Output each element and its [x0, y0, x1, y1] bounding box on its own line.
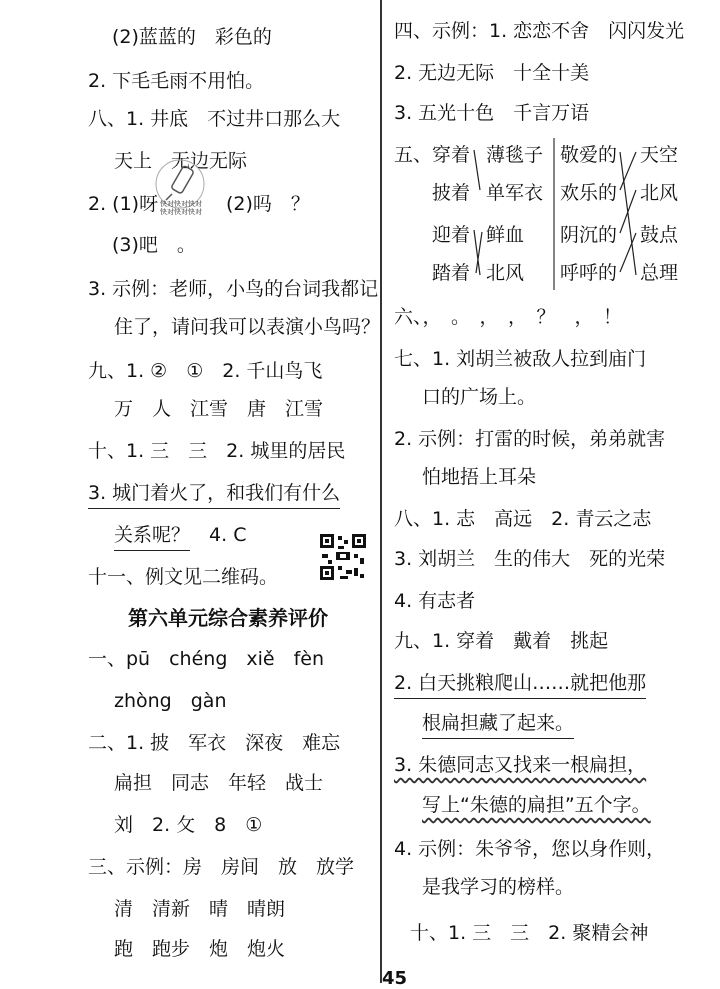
- match-item: 薄毯子: [486, 144, 544, 166]
- match-item: 北风: [486, 262, 525, 284]
- match-item: 踏着: [432, 262, 471, 284]
- answer-line: (2)蓝蓝的 彩色的: [112, 26, 272, 48]
- answer-line: 六、， 。 ， ， ？ ， ！: [394, 306, 623, 328]
- match-item: 穿着: [432, 144, 471, 166]
- answer-line: 3. 刘胡兰 生的伟大 死的光荣: [394, 548, 666, 570]
- match-item: 天空: [640, 144, 679, 166]
- match-item: 呼呼的: [560, 262, 618, 284]
- answer-line: 2. (1)呀: [88, 193, 159, 215]
- wavy-underlined-answer: 3. 朱德同志又找来一根扁担，: [394, 754, 647, 776]
- answer-line: [88, 484, 340, 503]
- answer-line: 2. 无边无际 十全十美: [394, 62, 590, 84]
- match-item: 披着: [432, 182, 471, 204]
- answer-line: 万 人 江雪 唐 江雪: [114, 398, 324, 420]
- underlined-answer: 3. 城门着火了，和我们有什么: [88, 482, 340, 509]
- answer-line: 八、1. 志 高远 2. 青云之志: [394, 508, 652, 530]
- match-item: 北风: [640, 182, 679, 204]
- match-item: 迎着: [432, 224, 471, 246]
- answer-line: 三、示例：房 房间 放 放学: [88, 856, 355, 878]
- answer-line: 关系呢？ 4. C: [114, 526, 246, 545]
- qr-code-icon: [318, 532, 368, 582]
- match-item: 单军衣: [486, 182, 544, 204]
- match-item: 敬爱的: [560, 144, 618, 166]
- answer-line: 是我学习的榜样。: [422, 876, 575, 898]
- answer-line: 一、pū chéng xiě fèn: [88, 648, 325, 670]
- answer-line: [394, 674, 646, 693]
- answer-line: 扁担 同志 年轻 战士: [114, 772, 324, 794]
- underlined-answer: 根扁担藏了起来。: [422, 712, 574, 739]
- answer-line: (2)吗 ？: [226, 193, 310, 215]
- answer-line: 十一、例文见二维码。: [88, 566, 279, 588]
- column-divider: [380, 0, 382, 983]
- answer-line: 跑 跑步 炮 炮火: [114, 938, 286, 960]
- answer-line: 十、1. 三 三 2. 城里的居民: [88, 440, 346, 462]
- answer-line: 九、1. 穿着 戴着 挑起: [394, 630, 609, 652]
- answer-line: 九、1. ② ① 2. 千山鸟飞: [88, 360, 323, 382]
- answer-line: 3. 示例：老师，小鸟的台词我都记: [88, 278, 379, 300]
- answer-line: 十、1. 三 三 2. 聚精会神: [410, 922, 649, 944]
- match-item: 阴沉的: [560, 224, 618, 246]
- answer-line: 八、1. 井底 不过井口那么大: [88, 108, 341, 130]
- section-heading: 第六单元综合素养评价: [128, 606, 328, 630]
- answer-line: 二、1. 披 军衣 深夜 难忘: [88, 732, 341, 754]
- page-number: 45: [382, 968, 408, 989]
- answer-line: [422, 714, 574, 733]
- answer-line: 4. 示例：朱爷爷，您以身作则，: [394, 838, 666, 860]
- underlined-answer: 2. 白天挑粮爬山……就把他那: [394, 672, 646, 699]
- answer-line: 清 清新 晴 晴朗: [114, 898, 286, 920]
- answer-line: 刘 2. 攵 8 ①: [114, 814, 263, 836]
- match-item: 总理: [640, 262, 679, 284]
- answer-line: 口的广场上。: [422, 386, 537, 408]
- underlined-answer: 关系呢？: [114, 524, 190, 551]
- answer-line: 2. 下毛毛雨不用怕。: [88, 70, 265, 92]
- answer-line: 七、1. 刘胡兰被敌人拉到庙门: [394, 348, 647, 370]
- answer-line: 四、示例：1. 恋恋不舍 闪闪发光: [394, 20, 685, 42]
- match-item: 鲜血: [486, 224, 525, 246]
- answer-line: 怕地捂上耳朵: [422, 466, 537, 488]
- answer-line: 住了，请问我可以表演小鸟吗？: [114, 316, 381, 338]
- match-item: 欢乐的: [560, 182, 618, 204]
- wavy-underlined-answer: 写上“朱德的扁担”五个字。: [422, 794, 651, 816]
- match-prefix: 五、: [394, 144, 433, 166]
- answer-line: [422, 796, 651, 815]
- answer-line: zhòng gàn: [114, 690, 227, 712]
- stamp-text: 快对快对快对 快对快对快对: [160, 200, 202, 217]
- answer-line: 3. 五光十色 千言万语: [394, 102, 590, 124]
- answer-line: [394, 756, 646, 775]
- answer-line: 4. 有志者: [394, 590, 476, 612]
- answer-line: 2. 示例：打雷的时候，弟弟就害: [394, 428, 666, 450]
- answer-line: 天上 无边无际: [114, 150, 248, 172]
- answer-line: (3)吧 。: [112, 234, 196, 256]
- match-item: 鼓点: [640, 224, 679, 246]
